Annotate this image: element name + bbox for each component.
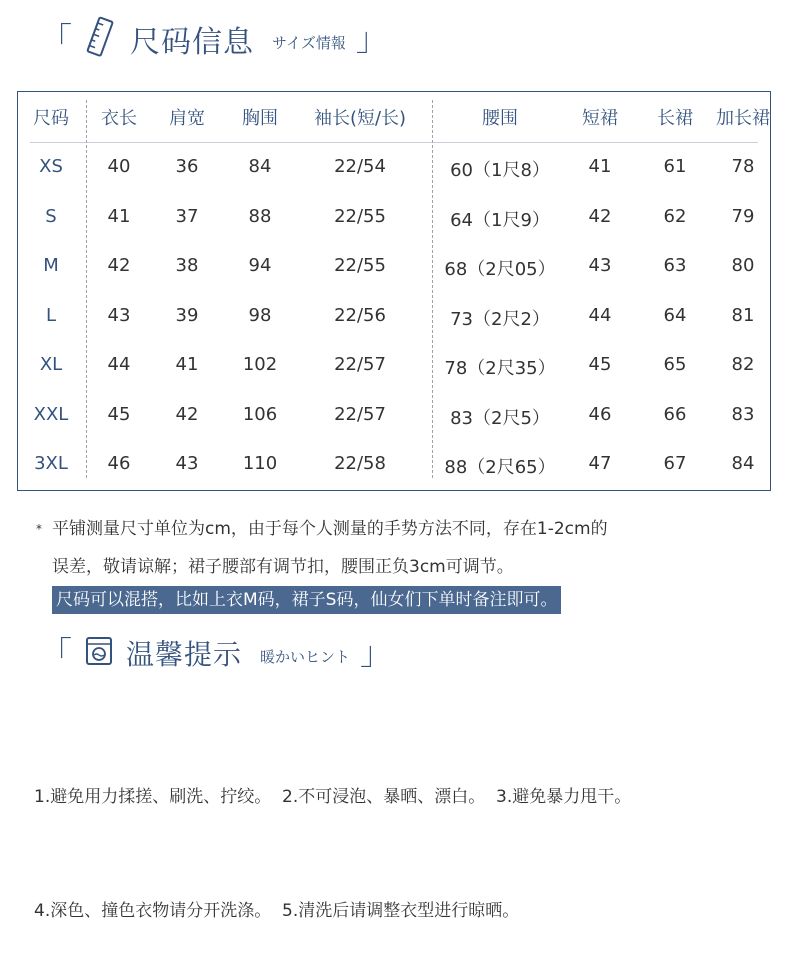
table-cell: 88 <box>248 205 272 227</box>
left-bracket: 「 <box>40 20 73 58</box>
table-header-cell: 尺码 <box>33 108 69 129</box>
size-label-cell: L <box>45 304 57 326</box>
section-title: 温馨提示 <box>126 638 243 671</box>
table-cell: 81 <box>731 304 755 326</box>
care-line-1: 1.避免用力揉搓、刷洗、拧绞。 2.不可浸泡、暴晒、漂白。 3.避免暴力甩干。 <box>34 787 632 807</box>
size-label-cell: 3XL <box>34 453 68 474</box>
table-cell: 22/58 <box>334 453 386 474</box>
table-cell: 66 <box>663 403 687 425</box>
table-header-cell: 胸围 <box>242 108 278 129</box>
table-cell: 67 <box>663 453 687 474</box>
ruler-icon <box>84 15 118 63</box>
table-cell: 45 <box>588 354 612 375</box>
table-cell: 60（1尺8） <box>450 160 550 181</box>
table-cell: 83（2尺5） <box>450 407 550 429</box>
table-header-cell: 袖长(短/长) <box>313 108 407 129</box>
note-line-1: 平铺测量尺寸单位为cm，由于每个人测量的手势方法不同，存在1-2cm的 <box>52 519 608 539</box>
table-cell: 42 <box>588 205 612 227</box>
table-cell: 78 <box>731 156 755 177</box>
left-bracket: 「 <box>40 634 73 672</box>
mix-match-highlight: 尺码可以混搭，比如上衣M码，裙子S码，仙女们下单时备注即可。 <box>52 586 561 614</box>
care-instructions <box>34 702 631 968</box>
table-cell: 42 <box>107 255 131 276</box>
size-label-cell: M <box>43 255 59 276</box>
table-cell: 41 <box>175 354 199 375</box>
right-bracket: 」 <box>355 20 388 58</box>
section-title: 尺码信息 <box>130 25 255 60</box>
table-header-cell: 短裙 <box>582 108 618 129</box>
table-cell: 22/54 <box>334 156 386 177</box>
table-cell: 46 <box>588 403 612 425</box>
table-cell: 42 <box>175 403 199 425</box>
table-cell: 83 <box>731 403 755 425</box>
table-cell: 82 <box>731 354 755 375</box>
table-cell: 22/56 <box>334 304 386 326</box>
header-divider <box>30 142 758 143</box>
column-divider <box>432 100 433 478</box>
washing-machine-icon <box>84 636 114 670</box>
size-label-cell: XS <box>39 156 63 177</box>
table-header-cell: 加长裙 <box>716 108 770 129</box>
table-cell: 79 <box>731 205 755 227</box>
table-cell: 39 <box>175 304 199 326</box>
table-cell: 102 <box>242 354 278 375</box>
table-cell: 73（2尺2） <box>450 308 550 330</box>
table-cell: 64（1尺9） <box>450 209 550 231</box>
column-divider <box>86 100 87 478</box>
table-header-cell: 腰围 <box>482 108 518 129</box>
table-cell: 80 <box>731 255 755 276</box>
table-header-cell: 长裙 <box>657 108 693 129</box>
table-cell: 84 <box>248 156 272 177</box>
table-cell: 98 <box>248 304 272 326</box>
care-line-2: 4.深色、撞色衣物请分开洗涤。 5.清洗后请调整衣型进行晾晒。 <box>34 901 520 921</box>
table-cell: 36 <box>175 156 199 177</box>
table-cell: 46 <box>107 453 131 474</box>
care-tips-heading <box>40 628 392 678</box>
table-cell: 22/55 <box>334 255 386 276</box>
table-cell: 84 <box>731 453 755 474</box>
table-cell: 78（2尺35） <box>444 358 556 379</box>
table-cell: 94 <box>248 255 272 276</box>
table-cell: 37 <box>175 205 199 227</box>
table-cell: 65 <box>663 354 687 375</box>
table-cell: 40 <box>107 156 131 177</box>
size-label-cell: XL <box>39 354 63 375</box>
size-label-cell: XXL <box>33 403 69 425</box>
table-cell: 22/57 <box>334 354 386 375</box>
table-cell: 110 <box>242 453 278 474</box>
table-cell: 63 <box>663 255 687 276</box>
table-cell: 61 <box>663 156 687 177</box>
table-cell: 68（2尺05） <box>444 259 556 280</box>
table-cell: 88（2尺65） <box>444 457 556 478</box>
table-cell: 41 <box>588 156 612 177</box>
table-cell: 62 <box>663 205 687 227</box>
size-table <box>17 91 771 491</box>
table-cell: 47 <box>588 453 612 474</box>
table-cell: 106 <box>242 403 278 425</box>
table-cell: 64 <box>663 304 687 326</box>
section-subtitle: 暖かいヒント <box>260 647 351 666</box>
table-cell: 38 <box>175 255 199 276</box>
size-label-cell: S <box>45 205 57 227</box>
right-bracket: 」 <box>360 634 393 672</box>
table-cell: 41 <box>107 205 131 227</box>
table-cell: 43 <box>107 304 131 326</box>
table-cell: 44 <box>588 304 612 326</box>
table-cell: 44 <box>107 354 131 375</box>
measurement-note <box>36 510 776 586</box>
note-line-2: 误差，敬请谅解；裙子腰部有调节扣，腰围正负3cm可调节。 <box>52 557 514 577</box>
table-header-cell: 衣长 <box>101 108 137 129</box>
table-cell: 22/55 <box>334 205 386 227</box>
table-cell: 43 <box>588 255 612 276</box>
section-subtitle: サイズ情報 <box>272 33 346 52</box>
table-cell: 43 <box>175 453 199 474</box>
size-info-heading <box>40 14 388 64</box>
note-star: * <box>36 522 42 536</box>
table-cell: 22/57 <box>334 403 386 425</box>
table-cell: 45 <box>107 403 131 425</box>
table-header-cell: 肩宽 <box>169 108 205 129</box>
